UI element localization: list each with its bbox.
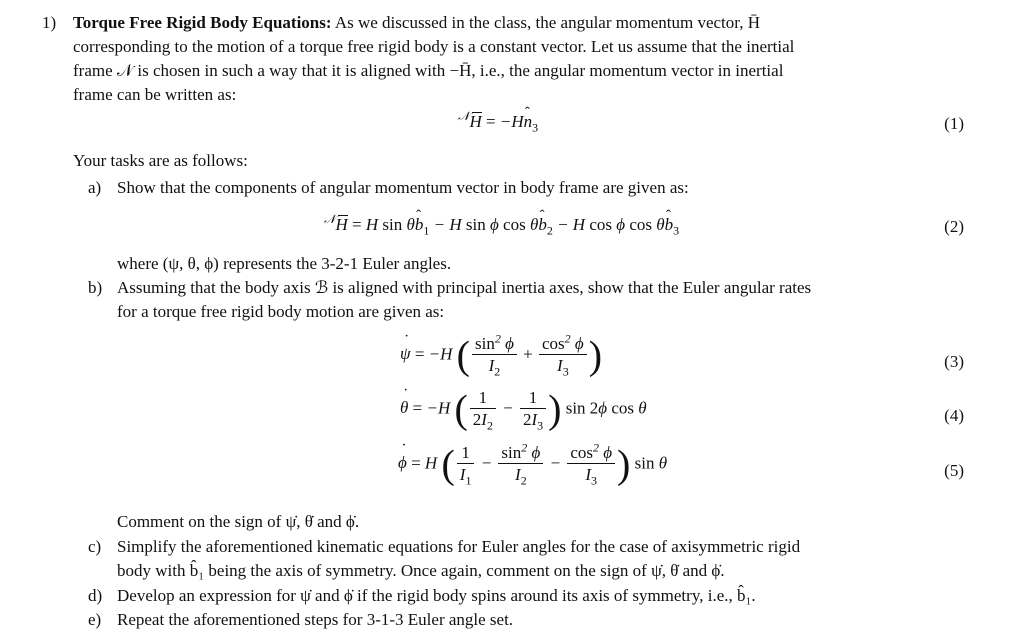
equation-5: ϕ ˙ = H ( $\frac{1}{I_1}$ − $\frac{\sin^2 \phi}{I_2}$ − $\frac{\cos^2 \phi}{I_3}$ ) sin θ [398,443,667,486]
item-c-line-1: Simplify the aforementioned kinematic equations for Euler angles for the case of axisymmetric rigid [117,537,801,556]
equation-5-number: (5) [944,461,964,480]
equation-1-number: (1) [944,114,964,133]
equation-4-number: (4) [944,406,964,425]
tasks-header: Your tasks are as follows: [73,151,248,170]
equation-3-number: (3) [944,352,964,371]
problem-title: Torque Free Rigid Body Equations: [73,13,332,32]
item-b-comment: Comment on the sign of ψ̇, θ̇ and ϕ̇. [117,512,360,531]
item-c-text [117,535,965,583]
item-a-after: where (ψ, θ, ϕ) represents the 3-2-1 Euler angles. [117,254,452,273]
item-b-label: b) [88,278,103,297]
equation-2-number: (2) [944,217,964,236]
item-a-text: Show that the components of angular momentum vector in body frame are given as: [117,178,689,197]
problem-number: 1) [42,13,57,32]
problem-intro [73,11,965,107]
equation-4: θ ˙ = −H ( $\frac{1}{2I_2}$ − $\frac{1}{2I_3}$ ) sin 2ϕ cos θ [400,388,647,431]
item-d-text: Develop an expression for ψ̇ and ϕ̇ if the rigid body spins around its axis of symmetry, i.e., b̂₁. [117,586,756,605]
item-b-line-2: for a torque free rigid body motion are given as: [117,302,445,321]
intro-line-4: frame can be written as: [73,85,237,104]
intro-line-1-text: As we discussed in the class, the angular momentum vector, H̄ [334,13,761,32]
item-b-text [117,276,965,324]
item-e-text: Repeat the aforementioned steps for 3-1-3 Euler angle set. [117,610,514,629]
equation-1: $^𝒩$H = −Hn ˆ$_3$ [458,110,538,134]
item-e-label: e) [88,610,102,629]
item-d-label: d) [88,586,103,605]
intro-line-3: frame 𝒩 is chosen in such a way that it is aligned with −H̄, i.e., the angular momentum vector in inertial [73,61,784,80]
item-a-label: a) [88,178,102,197]
item-b-line-1: Assuming that the body axis ℬ is aligned with principal inertia axes, show that the Euler angular rates [117,278,812,297]
item-c-label: c) [88,537,102,556]
intro-line-1 [73,11,965,35]
item-c-line-2: body with b̂₁ being the axis of symmetry. Once again, comment on the sign of ψ̇, θ̇ and ϕ̇. [117,561,725,580]
equation-2: $^𝒩$H = H sin θb ˆ$_1$ − H sin ϕ cos θb ˆ$_2$ − H cos ϕ cos θb ˆ$_3$ [324,213,679,237]
intro-line-2: corresponding to the motion of a torque free rigid body is a constant vector. Let us assume that the inertial [73,37,795,56]
equation-3: ψ ˙ = −H ( $\frac{\sin^2 \phi}{I_2}$ + $\frac{\cos^2 \phi}{I_3}$ ) [400,334,602,377]
